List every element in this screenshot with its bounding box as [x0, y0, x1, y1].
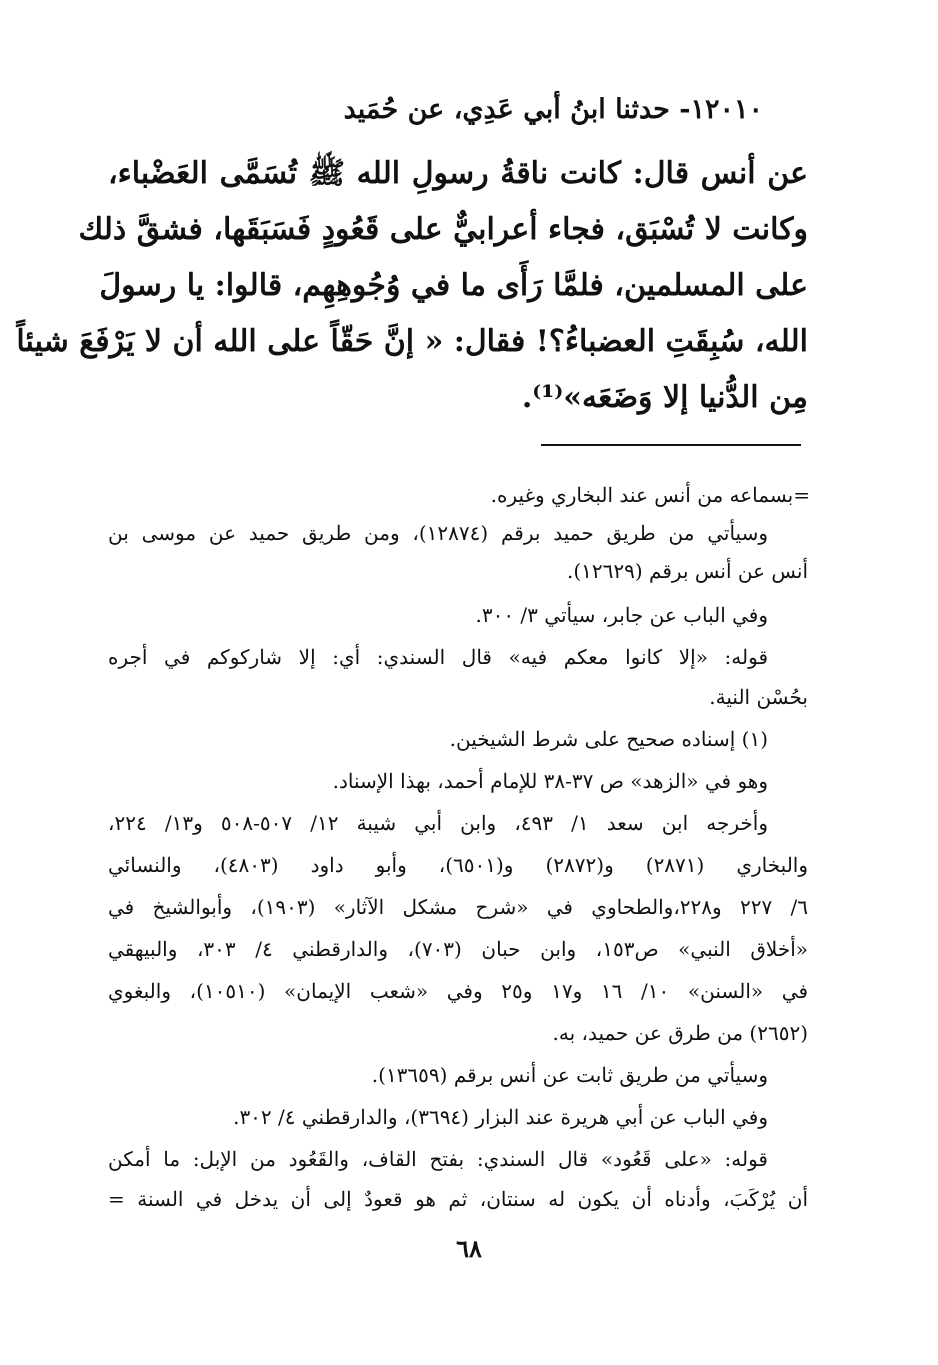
footnote-line: قوله: «إلا كانوا معكم فيه» قال السندي: أي: إلا شاركوكم في أجره: [108, 645, 768, 669]
footnote-line: (١) إسناده صحيح على شرط الشيخين.: [449, 727, 768, 751]
hadith-line-1: عن أنس قال: كانت ناقةُ رسولِ الله ﷺ تُسَمَّى العَضْباء،: [108, 156, 808, 191]
footnote-line: وسيأتي من طريق حميد برقم (١٢٨٧٤)، ومن طريق حميد عن موسى بن: [108, 521, 768, 545]
footnote-line: «أخلاق النبي» ص١٥٣، وابن حبان (٧٠٣)، والدارقطني ٤/ ٣٠٣، والبيهقي: [108, 937, 808, 961]
footnote-line: والبخاري (٢٨٧١) و(٢٨٧٢) و(٦٥٠١)، وأبو داود (٤٨٠٣)، والنسائي: [108, 853, 809, 877]
footnote-line: ٦/ ٢٢٧ و٢٢٨،والطحاوي في «شرح مشكل الآثار» (١٩٠٣)، وأبوالشيخ في: [108, 895, 808, 919]
hadith-line-2: وكانت لا تُسْبَق، فجاء أعرابيٌّ على قَعُودٍ فَسَبَقَها، فشقَّ ذلك: [78, 212, 808, 247]
footnote-line: أنس عن أنس برقم (١٢٦٢٩).: [567, 559, 808, 583]
hadith-line-3: على المسلمين، فلمَّا رَأَى ما في وُجُوهِهِم، قالوا: يا رسولَ: [99, 268, 808, 303]
footnote-line: في «السنن» ١٠/ ١٦ و١٧ و٢٥ وفي «شعب الإيمان» (١٠٥١٠)، والبغوي: [108, 979, 809, 1003]
hadith-line-4: الله، سُبِقَتِ العضباءُ؟! فقال: « إنَّ حَقّاً على الله أن لا يَرْفَعَ شيئاً: [16, 324, 808, 359]
footnote-line: وهو في «الزهد» ص ٣٧-٣٨ للإمام أحمد، بهذا الإسناد.: [332, 769, 768, 793]
footnote-line: وأخرجه ابن سعد ١/ ٤٩٣، وابن أبي شيبة ١٢/ ٥٠٧-٥٠٨ و١٣/ ٢٢٤،: [108, 811, 768, 835]
footnote-line: (٢٦٥٢) من طرق عن حميد، به.: [552, 1021, 808, 1045]
footnote-separator: [541, 444, 801, 446]
footnote-line: أن يُرْكَبَ، وأدناه أن يكون له سنتان، ثم هو قعودٌ إلى أن يدخل في السنة =: [108, 1187, 808, 1211]
footnote-line: =بسماعه من أنس عند البخاري وغيره.: [490, 483, 810, 507]
footnote-line: بحُسْن النية.: [709, 685, 808, 709]
page-number: ٦٨: [456, 1234, 482, 1263]
footnote-line: وسيأتي من طريق ثابت عن أنس برقم (١٣٦٥٩).: [371, 1063, 768, 1087]
footnote-line: وفي الباب عن أبي هريرة عند البزار (٣٦٩٤)، والدارقطني ٤/ ٣٠٢.: [233, 1105, 768, 1129]
footnote-line: وفي الباب عن جابر، سيأتي ٣/ ٣٠٠.: [475, 603, 768, 627]
footnote-line: قوله: «على قَعُود» قال السندي: بفتح القاف، والقَعُود من الإبل: ما أمكن: [108, 1147, 768, 1171]
hadith-line-5: مِن الدُّنيا إلا وَضَعَه»⁽¹⁾.: [521, 380, 808, 415]
hadith-heading: ١٢٠١٠- حدثنا ابنُ أبي عَدِي، عن حُمَيد: [343, 94, 763, 125]
